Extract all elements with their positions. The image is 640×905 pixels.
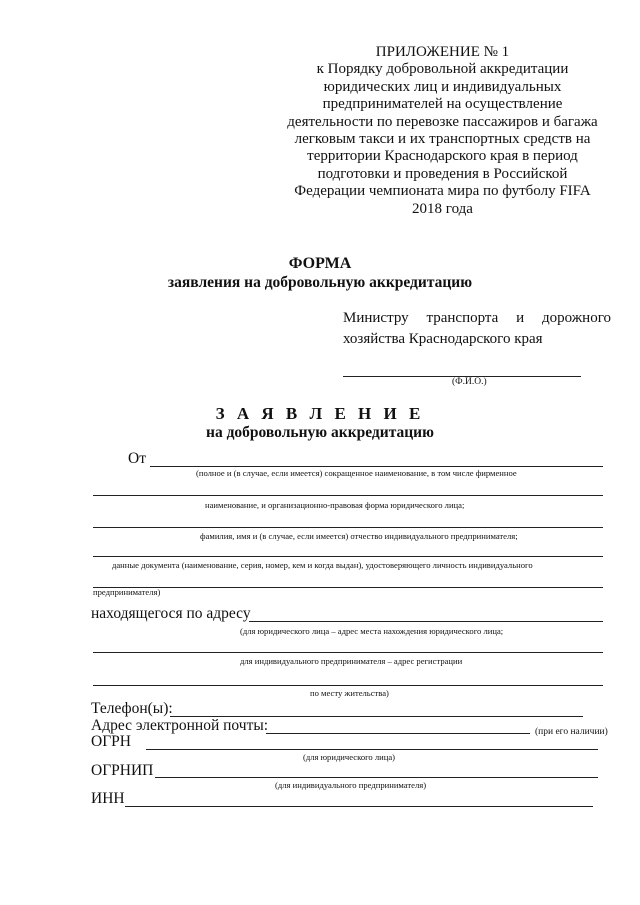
addressee-line-1 bbox=[343, 308, 611, 329]
address-label: находящегося по адресу bbox=[91, 605, 251, 622]
statement-title: З А Я В Л Е Н И Е bbox=[215, 404, 425, 423]
appendix-line: территории Краснодарского края в период bbox=[307, 148, 578, 165]
inn-line[interactable] bbox=[125, 806, 593, 807]
addressee bbox=[343, 308, 611, 350]
appendix-line: Федерации чемпионата мира по футболу FIFA bbox=[294, 183, 591, 200]
addressee-word: и bbox=[516, 310, 525, 326]
fio-caption: (Ф.И.О.) bbox=[452, 377, 487, 387]
inn-label: ИНН bbox=[91, 790, 125, 807]
addressee-line-2: хозяйства Краснодарского края bbox=[343, 331, 543, 347]
appendix-line: легковым такси и их транспортных средств на bbox=[294, 131, 591, 148]
address-line-1[interactable] bbox=[249, 621, 603, 622]
applicant-caption-3: фамилия, имя и (в случае, если имеется) отчество индивидуального предпринимателя; bbox=[200, 531, 518, 541]
applicant-caption-4: данные документа (наименование, серия, номер, кем и когда выдан), удостоверяющего личность индивидуального bbox=[112, 560, 533, 570]
from-label: От bbox=[128, 450, 146, 467]
ogrnip-caption: (для индивидуального предпринимателя) bbox=[275, 780, 427, 790]
appendix-line: к Порядку добровольной аккредитации bbox=[316, 61, 569, 78]
form-subtitle: заявления на добровольную аккредитацию bbox=[167, 274, 473, 291]
appendix-line: деятельности по перевозке пассажиров и багажа bbox=[287, 113, 598, 130]
applicant-line-4[interactable] bbox=[93, 556, 603, 557]
address-line-3[interactable] bbox=[93, 685, 603, 686]
ogrn-caption: (для юридического лица) bbox=[303, 752, 396, 762]
form-title: ФОРМА bbox=[288, 255, 352, 272]
appendix-line: юридических лиц и индивидуальных bbox=[323, 78, 562, 95]
appendix-header bbox=[280, 44, 605, 218]
applicant-caption-1: (полное и (в случае, если имеется) сокращенное наименование, в том числе фирменное bbox=[196, 468, 517, 478]
ogrnip-line[interactable] bbox=[155, 777, 598, 778]
appendix-line: подготовки и проведения в Российской bbox=[317, 165, 568, 182]
applicant-line-2[interactable] bbox=[93, 495, 603, 496]
applicant-line-3[interactable] bbox=[93, 527, 603, 528]
address-line-2[interactable] bbox=[93, 652, 603, 653]
ogrn-label: ОГРН bbox=[91, 733, 131, 750]
address-caption-3: по месту жительства) bbox=[310, 688, 389, 698]
appendix-line: 2018 года bbox=[412, 200, 473, 217]
ogrnip-label: ОГРНИП bbox=[91, 762, 154, 779]
appendix-line: ПРИЛОЖЕНИЕ № 1 bbox=[375, 44, 510, 60]
addressee-word: Министру bbox=[343, 310, 409, 326]
appendix-line: предпринимателей на осуществление bbox=[322, 96, 563, 113]
applicant-caption-5: предпринимателя) bbox=[93, 587, 161, 597]
ogrn-line[interactable] bbox=[146, 749, 598, 750]
addressee-word: дорожного bbox=[542, 310, 611, 326]
applicant-line-5[interactable] bbox=[93, 587, 603, 588]
applicant-caption-2: наименование, и организационно-правовая форма юридического лица; bbox=[205, 500, 465, 510]
statement-subtitle: на добровольную аккредитацию bbox=[206, 424, 434, 441]
address-caption-2: для индивидуального предпринимателя – адрес регистрации bbox=[240, 656, 463, 666]
address-caption-1: (для юридического лица – адрес места нахождения юридического лица; bbox=[240, 626, 504, 636]
addressee-word: транспорта bbox=[426, 310, 499, 326]
phone-label: Телефон(ы): bbox=[91, 700, 173, 717]
applicant-name-line[interactable] bbox=[150, 466, 603, 467]
email-label: Адрес электронной почты: bbox=[91, 717, 269, 734]
email-line[interactable] bbox=[266, 733, 530, 734]
email-note: (при его наличии) bbox=[535, 727, 608, 737]
